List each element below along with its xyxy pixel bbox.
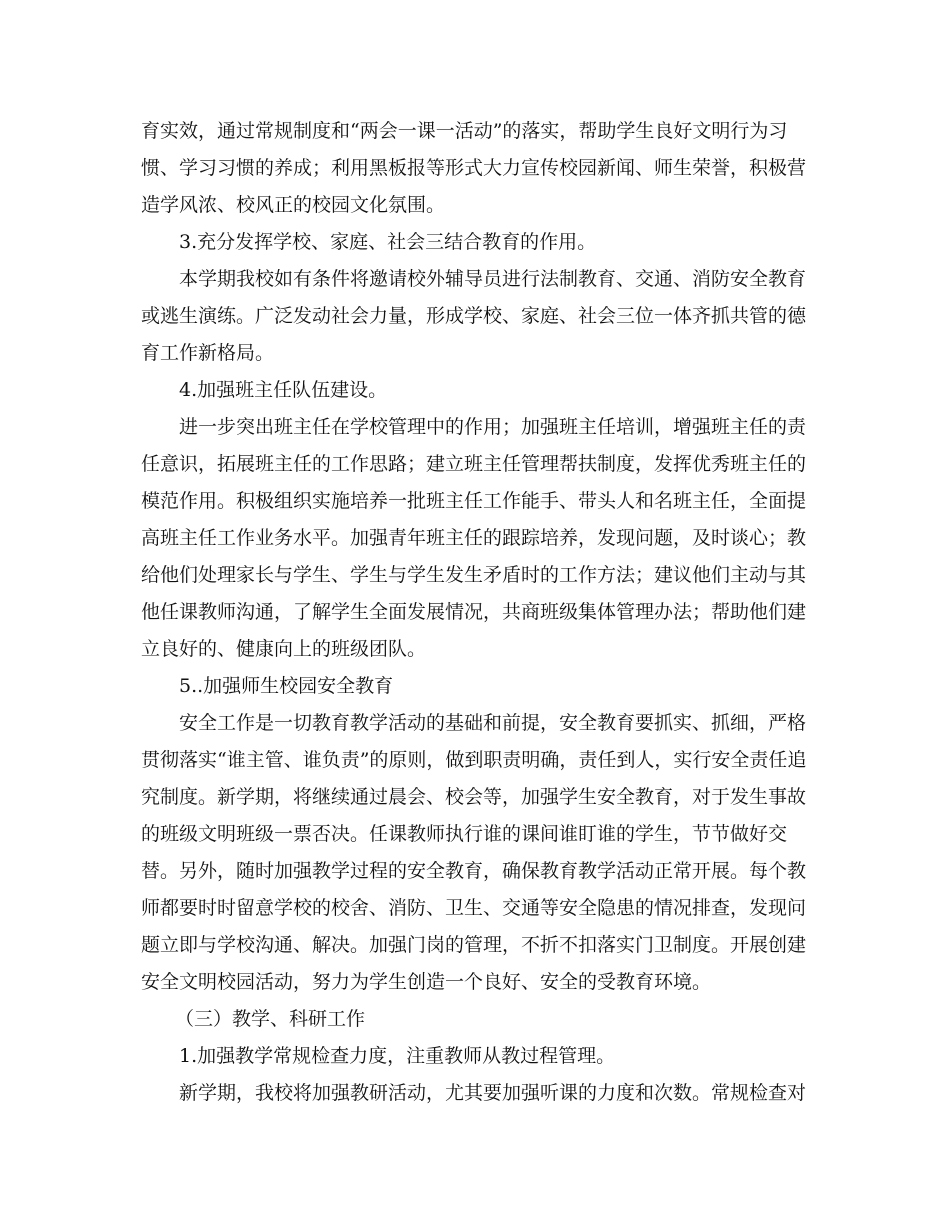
paragraph-line: 究制度。新学期，将继续通过晨会、校会等，加强学生安全教育，对于发生事故	[141, 786, 807, 808]
paragraph-line: 高班主任工作业务水平。加强青年班主任的跟踪培养，发现问题，及时谈心；教	[141, 527, 807, 549]
paragraph-line: 贯彻落实“谁主管、谁负责”的原则，做到职责明确，责任到人，实行安全责任追	[141, 749, 807, 771]
paragraph-line: 给他们处理家长与学生、学生与学生发生矛盾时的工作方法；建议他们主动与其	[141, 564, 807, 586]
paragraph-line: 任意识，拓展班主任的工作思路；建立班主任管理帮扶制度，发挥优秀班主任的	[141, 453, 807, 475]
paragraph-line: 安全工作是一切教育教学活动的基础和前提，安全教育要抓实、抓细，严格	[179, 712, 807, 734]
paragraph-line: 进一步突出班主任在学校管理中的作用；加强班主任培训，增强班主任的责	[179, 416, 807, 438]
paragraph-line: 新学期，我校将加强教研活动，尤其要加强听课的力度和次数。常规检查对	[179, 1082, 807, 1104]
paragraph-line: 或逃生演练。广泛发动社会力量，形成学校、家庭、社会三位一体齐抓共管的德	[141, 305, 807, 327]
paragraph-line: 题立即与学校沟通、解决。加强门岗的管理，不折不扣落实门卫制度。开展创建	[141, 934, 807, 956]
paragraph-line: 他任课教师沟通，了解学生全面发展情况，共商班级集体管理办法；帮助他们建	[141, 601, 807, 623]
numbered-heading-1: 1.加强教学常规检查力度，注重教师从教过程管理。	[179, 1045, 616, 1067]
paragraph-line: 模范作用。积极组织实施培养一批班主任工作能手、带头人和名班主任，全面提	[141, 490, 807, 512]
numbered-heading-5: 5..加强师生校园安全教育	[179, 675, 394, 697]
paragraph-line: 替。另外，随时加强教学过程的安全教育，确保教育教学活动正常开展。每个教	[141, 860, 807, 882]
paragraph-line: 安全文明校园活动，努力为学生创造一个良好、安全的受教育环境。	[141, 971, 712, 993]
document-body	[141, 113, 807, 1112]
numbered-heading-3: 3.充分发挥学校、家庭、社会三结合教育的作用。	[179, 231, 597, 253]
paragraph-line: 育工作新格局。	[141, 342, 275, 364]
section-heading: （三）教学、科研工作	[175, 1008, 366, 1030]
paragraph-line: 立良好的、健康向上的班级团队。	[141, 638, 427, 660]
paragraph-line: 师都要时时留意学校的校舍、消防、卫生、交通等安全隐患的情况排查，发现问	[141, 897, 807, 919]
paragraph-line: 本学期我校如有条件将邀请校外辅导员进行法制教育、交通、消防安全教育	[179, 268, 807, 290]
paragraph-line: 惯、学习习惯的养成；利用黑板报等形式大力宣传校园新闻、师生荣誉，积极营	[141, 157, 807, 179]
numbered-heading-4: 4.加强班主任队伍建设。	[179, 379, 388, 401]
paragraph-line: 的班级文明班级一票否决。任课教师执行谁的课间谁盯谁的学生，节节做好交	[141, 823, 788, 845]
paragraph-line: 造学风浓、校风正的校园文化氛围。	[141, 194, 446, 216]
paragraph-line: 育实效，通过常规制度和“两会一课一活动”的落实，帮助学生良好文明行为习	[141, 120, 788, 142]
